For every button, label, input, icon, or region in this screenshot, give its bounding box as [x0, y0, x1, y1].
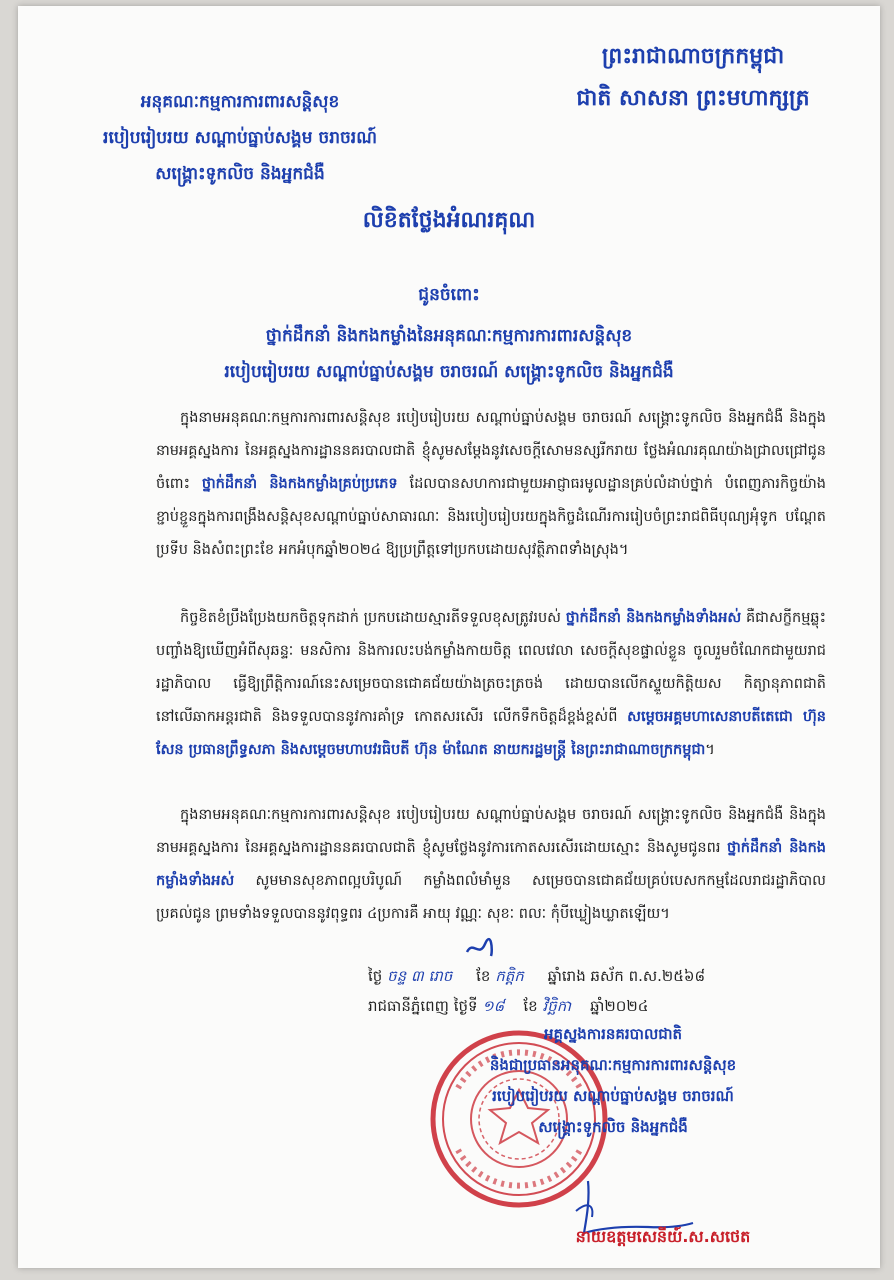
signer-name: នាយឧត្តមសេនីយ៍.ស.សថេត	[575, 1227, 751, 1246]
recipient-line-1: ថ្នាក់ដឹកនាំ និងកងកម្លាំងនៃអនុគណៈកម្មការការពារសន្តិសុខ	[265, 326, 633, 346]
letter-title: លិខិតថ្លែងអំណរគុណ	[362, 208, 536, 233]
solar-month: វិច្ឆិកា	[542, 997, 572, 1015]
signature-line-2: និងជាប្រធានអនុគណៈកម្មការការពារសន្តិសុខ	[489, 1056, 737, 1074]
letter-page	[18, 6, 880, 1268]
paragraph-3-text-a: ក្នុងនាមអនុគណៈកម្មការការពារសន្តិសុខ របៀបរៀបរយ សណ្តាប់ធ្នាប់សង្គម ចរាចរណ៍ សង្គ្រោះទូកលិច និងអ្នកជំងឺ និងក្នុងនាមអគ្គស្នងការ នៃអគ្គស្នងការដ្ឋាននគរបាលជាតិ ខ្ញុំសូមថ្លែងនូវការកោតសរសើរដោយស្មោះ និងសូមជូនពរ	[156, 807, 826, 856]
to-label: ជូនចំពោះ	[418, 285, 480, 305]
paragraph-1-text-c: ដែលបានសហការជាមួយអាជ្ញាធរមូលដ្ឋានគ្រប់លំដាប់ថ្នាក់ បំពេញភារកិច្ចយ៉ាងខ្ជាប់ខ្ជួនក្នុងការពង្រឹងសន្តិសុខសណ្តាប់ធ្នាប់សាធារណៈ និងរបៀបរៀបរយក្នុងកិច្ចដំណើរការរៀបចំព្រះរាជពិធីបុណ្យអុំទូក បណ្តែតប្រទីប និងសំពះព្រះខែ អកអំបុកឆ្នាំ២០២៤ ឱ្យប្រព្រឹត្តទៅប្រកបដោយសុវត្ថិភាពទាំងស្រុង។	[156, 476, 826, 558]
lunar-day: ចន្ទ ៣ រោច	[387, 967, 453, 985]
end-mark-scribble-icon	[465, 936, 495, 960]
paragraph-3-text-c: សូមមានសុខភាពល្អបរិបូណ៍ កម្លាំងពលំមាំមួន សម្រេចបានជោគជ័យគ្រប់បេសកកម្មដែលរាជរដ្ឋាភិបាលប្រគល់ជូន ព្រមទាំងទទួលបាននូវពុទ្ធពរ ៤ប្រការគឺ អាយុ វណ្ណៈ សុខៈ ពលៈ កុំបីឃ្លៀងឃ្លាតឡើយ។	[156, 873, 826, 922]
paragraph-2-text-c: គឺជាសក្ខីកម្មឆ្លុះបញ្ចាំងឱ្យឃើញអំពីសុឆន្ទៈ មនសិការ និងការលះបង់កម្លាំងកាយចិត្ត ពេលវេលា សេចក្តីសុខផ្ទាល់ខ្លួន ចូលរួមចំណែកជាមួយរាជរដ្ឋាភិបាល ធ្វើឱ្យព្រឹត្តិការណ៍នេះសម្រេចបានជោគជ័យយ៉ាងត្រចះត្រចង់ ដោយបានលើកស្ទួយកិត្តិយស កិត្យានុភាពជាតិនៅលើឆាកអន្តរជាតិ និងទទួលបាននូវការគាំទ្រ កោតសរសើរ លើកទឹកចិត្តដ៏ខ្ពង់ខ្ពស់ពី	[156, 610, 826, 725]
solar-date-line	[368, 991, 848, 1021]
signature-line-4: សង្គ្រោះទូកលិច និងអ្នកជំងឺ	[538, 1118, 688, 1136]
recipient-line-2: របៀបរៀបរយ សណ្តាប់ធ្នាប់សង្គម ចរាចរណ៍ សង្គ្រោះទូកលិច និងអ្នកជំងឺ	[224, 362, 674, 382]
solar-day: ១៨	[482, 997, 505, 1015]
signature-title-block	[413, 1019, 813, 1143]
lunar-month: កត្តិក	[495, 967, 524, 985]
paragraph-2-text-a: កិច្ចខិតខំប្រឹងប្រែងយកចិត្តទុកដាក់ ប្រកបដោយស្មារតីទទួលខុសត្រូវរបស់	[180, 610, 566, 626]
committee-line-1: អនុគណៈកម្មការការពារសន្តិសុខ	[140, 92, 340, 112]
lunar-date-line	[368, 961, 848, 991]
solar-year: ឆ្នាំ២០២៤	[590, 997, 649, 1015]
paragraph-3	[156, 799, 826, 931]
paragraph-1	[156, 402, 826, 567]
committee-header	[70, 84, 410, 192]
lunar-prefix: ថ្ងៃ	[368, 967, 383, 985]
signature-line-3: របៀបរៀបរយ សណ្តាប់ធ្នាប់សង្គម ចរាចរណ៍	[492, 1087, 734, 1105]
kingdom-header	[558, 36, 828, 120]
recipient	[18, 318, 880, 390]
committee-line-3: សង្គ្រោះទូកលិច និងអ្នកជំងឺ	[155, 164, 325, 184]
kingdom-line-1: ព្រះរាជាណាចក្រកម្ពុជា	[601, 44, 785, 69]
committee-line-2: របៀបរៀបរយ សណ្តាប់ធ្នាប់សង្គម ចរាចរណ៍	[103, 128, 377, 148]
paragraph-1-emphasis: ថ្នាក់ដឹកនាំ និងកងកម្លាំងគ្រប់ប្រភេទ	[201, 476, 398, 492]
lunar-month-label: ខែ	[476, 967, 491, 985]
paragraph-2-emphasis-2: សម្តេចអគ្គមហាសេនាបតីតេជោ ហ៊ុន សែន ប្រធានព្រឹទ្ធសភា និងសម្តេចមហាបវរធិបតី ហ៊ុន ម៉ាណែត នាយករដ្ឋមន្ត្រី នៃព្រះរាជាណាចក្រកម្ពុជា	[156, 709, 827, 758]
place-prefix: រាជធានីភ្នំពេញ ថ្ងៃទី	[368, 997, 478, 1015]
paragraph-2-emphasis-1: ថ្នាក់ដឹកនាំ និងកងកម្លាំងទាំងអស់	[565, 610, 742, 626]
paragraph-2-text-e: ។	[705, 742, 715, 758]
paragraph-3-emphasis: ថ្នាក់ដឹកនាំ និងកងកម្លាំងទាំងអស់	[156, 840, 827, 889]
paragraph-1-text-a: ក្នុងនាមអនុគណៈកម្មការការពារសន្តិសុខ របៀបរៀបរយ សណ្តាប់ធ្នាប់សង្គម ចរាចរណ៍ សង្គ្រោះទូកលិច និងអ្នកជំងឺ និងក្នុងនាមអគ្គស្នងការ នៃអគ្គស្នងការដ្ឋាននគរបាលជាតិ ខ្ញុំសូមសម្តែងនូវសេចក្តីសោមនស្សរីករាយ ថ្លែងអំណរគុណយ៉ាងជ្រាលជ្រៅជូនចំពោះ	[156, 410, 826, 492]
solar-month-label: ខែ	[523, 997, 538, 1015]
paragraph-2	[156, 602, 826, 767]
date-block	[368, 961, 848, 1021]
kingdom-line-2: ជាតិ សាសនា ព្រះមហាក្សត្រ	[576, 86, 810, 111]
signature-line-1: អគ្គស្នងការនគរបាលជាតិ	[543, 1025, 683, 1043]
lunar-year: ឆ្នាំរោង ឆស័ក ព.ស.២៥៦៨	[547, 967, 706, 985]
